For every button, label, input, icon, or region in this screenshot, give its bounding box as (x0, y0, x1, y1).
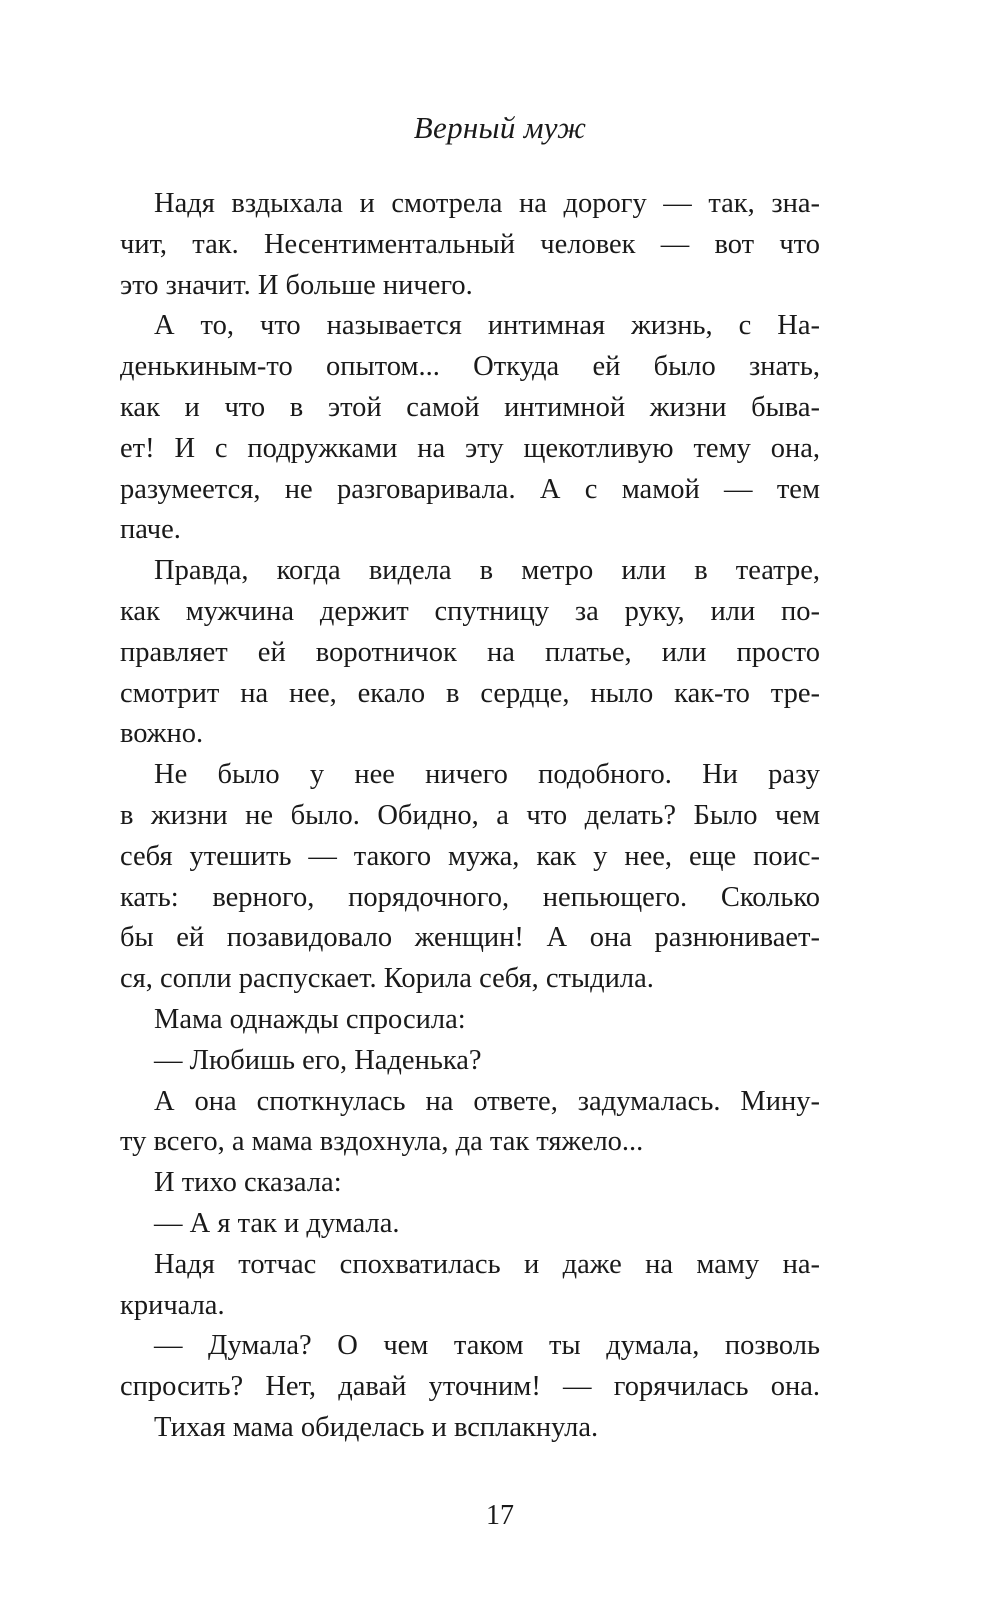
text-line: Мама однажды спросила: (154, 1003, 466, 1035)
body-text (120, 184, 820, 1449)
text-line: паче. (120, 514, 181, 546)
text-line: Не было у нее ничего подобного. Ни разу (154, 759, 820, 791)
text-line: А она споткнулась на ответе, задумалась. Мину- (154, 1085, 820, 1117)
text-line: как и что в этой самой интимной жизни быва- (120, 391, 820, 423)
text-line: в жизни не было. Обидно, а что делать? Было чем (120, 799, 820, 831)
text-line: А то, что называется интимная жизнь, с На- (154, 310, 820, 342)
text-line: разумеется, не разговаривала. А с мамой — тем (120, 473, 820, 505)
text-line: спросить? Нет, давай уточним! — горячилась она. (120, 1371, 820, 1403)
text-line: бы ей позавидовало женщин! А она разнюнивает- (120, 922, 820, 954)
text-line: кричала. (120, 1289, 225, 1321)
text-line: правляет ей воротничок на платье, или просто (120, 636, 820, 668)
text-line: И тихо сказала: (154, 1167, 342, 1199)
text-line: ту всего, а мама вздохнула, да так тяжело... (120, 1126, 644, 1158)
text-line: Правда, когда видела в метро или в театре, (154, 555, 820, 587)
text-line: денькиным-то опытом... Откуда ей было знать, (120, 351, 820, 383)
text-line: — А я так и думала. (154, 1207, 400, 1239)
running-head: Верный муж (413, 110, 587, 145)
page-number: 17 (486, 1500, 514, 1531)
text-line: кать: верного, порядочного, непьющего. Сколько (120, 881, 820, 913)
text-line: — Любишь его, Наденька? (154, 1044, 482, 1076)
text-line: чит, так. Несентиментальный человек — вот что (120, 228, 820, 260)
text-line: ет! И с подружками на эту щекотливую тему она, (120, 432, 820, 464)
text-line: Надя тотчас спохватилась и даже на маму на- (154, 1248, 820, 1280)
text-line: Тихая мама обиделась и всплакнула. (154, 1411, 599, 1443)
text-line: себя утешить — такого мужа, как у нее, еще поис- (120, 840, 820, 872)
text-line: смотрит на нее, екало в сердце, ныло как-то тре- (120, 677, 820, 709)
text-line: вожно. (120, 718, 204, 750)
text-line: это значит. И больше ничего. (120, 269, 473, 301)
text-line: ся, сопли распускает. Корила себя, стыдила. (120, 963, 654, 995)
text-line: как мужчина держит спутницу за руку, или по- (120, 595, 820, 627)
text-line: Надя вздыхала и смотрела на дорогу — так, зна- (154, 188, 820, 219)
text-line: — Думала? О чем таком ты думала, позволь (154, 1330, 820, 1362)
